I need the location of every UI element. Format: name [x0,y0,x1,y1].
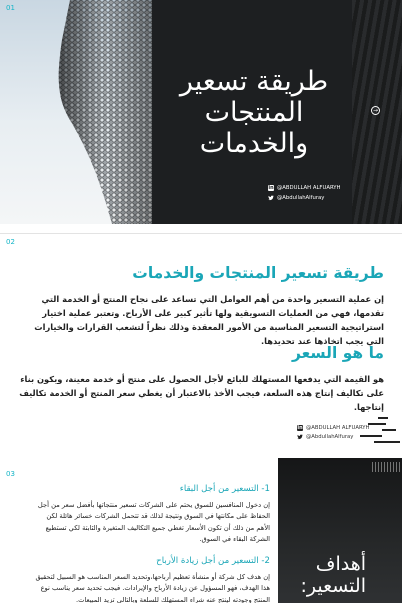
section-heading: ما هو السعر [292,344,384,362]
objective-heading: 2- التسعير من أجل زيادة الأرباح [156,556,270,566]
slide-objectives [0,458,402,603]
slide-intro [0,233,402,447]
objective-text: إن دخول المنافسين للسوق يحتم على الشركات تسعير منتجاتها بأفضل سعر من أجل الحفاظ على مكانتها في السوق ونتيجة لذلك قد تتحمل الشركات خسائر هائلة لكن الأهم من ذلك أن تكون الأسعار تغطي جميع التكاليف المتغيرة والثابتة لكي تستطيع الشركة البقاء في السوق. [37,501,270,543]
twitter-handle: @AbdullahAlfuray [306,433,354,440]
linkedin-handle: @ABDULLAH ALFUARYH [306,424,370,431]
dot-pattern-decoration [372,462,400,472]
linkedin-row[interactable] [268,183,341,193]
objective-heading: 1- التسعير من أجل البقاء [179,484,270,494]
cover-building-photo [0,0,152,224]
twitter-row[interactable] [268,193,341,203]
section-paragraph: إن عملية التسعير واحدة من أهم العوامل التي تساعد على نجاح المنتج أو الخدمة التي تقدمها، فهي من العمليات التسويقية ولها تأثير كبير على الأرباح. وتعتبر عملية اختيار استراتيجية التسعير المناسبة من الأمور المعقدة وذلك نظراً لتشعب القرارات والخيارات التي يجب اتخاذها عند تحديدها. [34,294,384,346]
cover-title: طريقة تسعير المنتجات والخدمات [179,66,329,160]
page-number: 01 [6,4,15,12]
linkedin-icon: in [297,424,303,431]
twitter-icon [268,195,274,201]
section-heading: طريقة تسعير المنتجات والخدمات [132,264,384,282]
twitter-handle: @AbdullahAlfuray [277,195,325,201]
objectives-title: أهداف التسعير: [300,553,366,597]
section-paragraph: هو القيمة التي يدفعها المستهلك للبائع لأجل الحصول على منتج أو خدمة معينة، ويكون بناء على تكاليف إنتاج هذه السلعة، فيجب الأخذ بالاعتبار أن يغطي سعر المنتج أو الخدمة تكاليف إنتاجها. [19,374,384,412]
objective-text: إن هدف كل شركة أو منشأة تعظيم أرباحها،وتحديد السعر المناسب هو السبيل لتحقيق هذا الهدف، فهو المسؤول عن زيادة الأرباح والإيرادات. فيجب تحديد سعر يناسب نوع المنتج وجودته لينتج عنه شراء المستهلك للسلعة وبالتالي تزيد المبيعات. [35,573,270,603]
page-number: 03 [6,470,15,478]
social-handles [268,183,341,203]
twitter-icon [297,434,303,440]
linkedin-icon: in [268,185,274,191]
slide-cover [0,0,402,224]
building-facade-image [0,0,152,224]
arrow-circle-icon[interactable]: → [372,107,379,114]
linkedin-handle: @ABDULLAH ALFUARYH [277,185,341,191]
page-number: 02 [6,238,15,246]
decorative-bars [348,415,402,447]
